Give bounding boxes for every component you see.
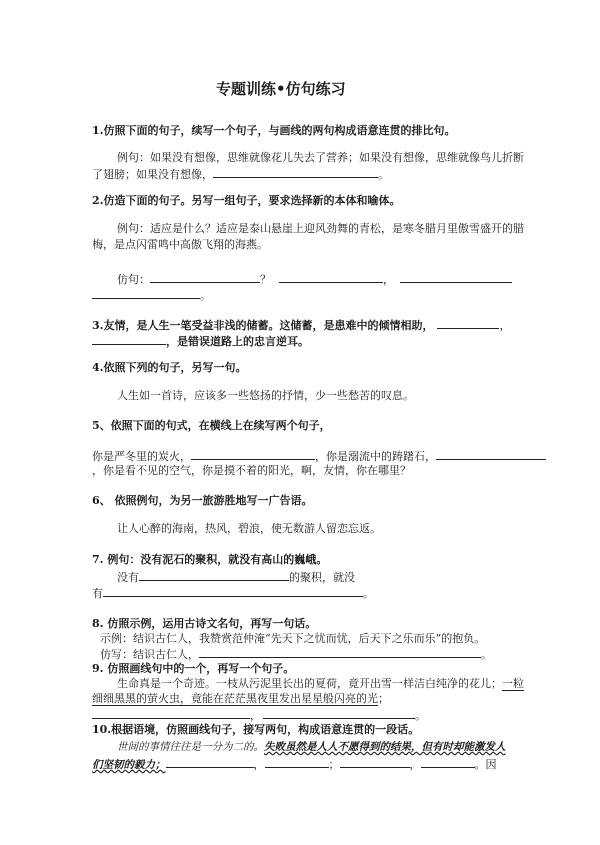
q2-answer-line1: 仿句： ？ ， (117, 272, 512, 287)
q10-blank-3[interactable] (340, 757, 410, 768)
q10-wavy-b: 们坚韧的毅力； (92, 759, 166, 771)
q7-line1: 没有 的聚积，就没 (117, 571, 355, 584)
q8-answer: 仿写：结识古仁人， 。 (100, 648, 492, 661)
q2-answer-line2: 。 (92, 288, 211, 303)
q8-blank[interactable] (199, 647, 481, 658)
q8-prompt: 8. 仿照示例，运用古诗文名句，再写一句话。 (92, 617, 317, 630)
q10-blank-2[interactable] (265, 757, 329, 768)
q4-prompt: 4.依照下列的句子，另写一句。 (92, 361, 247, 374)
q3-line1: 3.友情，是人生一笔受益非浅的储蓄。这储蓄，是患难中的倾情相助， ， (92, 319, 511, 332)
q5-blank-2[interactable] (436, 449, 546, 460)
q7-blank-1[interactable] (139, 570, 289, 581)
q2-example-a: 例句：适应是什么？适应是泰山悬崖上迎风劲舞的青松，是寒冬腊月里傲雪盛开的腊 (117, 222, 524, 235)
q5-blank-1[interactable] (191, 449, 315, 460)
q2-blank-2[interactable] (279, 272, 383, 283)
q1-example-a: 例句：如果没有想像，思维就像花儿失去了营养；如果没有想像，思维就像鸟儿折断 (117, 151, 524, 164)
q4-example: 人生如一首诗，应该多一些悠扬的抒情，少一些愁苦的叹息。 (117, 389, 414, 402)
q9-text-a: 生命真是一个奇迹。一枝从污泥里长出的夏荷，竟开出雪一样洁白纯净的花儿；一粒 (117, 677, 524, 690)
q7-prompt: 7. 例句：没有泥石的聚积，就没有高山的巍峨。 (92, 553, 328, 566)
q2-blank-3[interactable] (400, 272, 512, 283)
q10-text-b: 们坚韧的毅力； ， ； ， 。因 (92, 758, 497, 771)
q10-wavy-a: 失败虽然是人人不愿得到的结果，但有时却能激发人 (264, 741, 506, 753)
q5-prompt: 5、依照下面的句式，在横线上在续写两个句子， (92, 419, 331, 432)
q9-blank-2[interactable] (263, 708, 415, 719)
q10-prompt: 10.根据语境，仿照画线句子，接写两句，构成语意连贯的一段话。 (92, 723, 420, 736)
q10-text-a: 世间的事情往往是一分为二的。失败虽然是人人不愿得到的结果，但有时却能激发人 (117, 741, 506, 753)
q5-line2: ，你是看不见的空气，你是摸不着的阳光，啊，友情，你在哪里？ (92, 464, 411, 477)
q3-line2: ，是错误道路上的忠言逆耳。 (92, 334, 309, 349)
q9-underline-a: 一粒 (502, 677, 524, 690)
q7-blank-2[interactable] (103, 586, 363, 597)
q6-prompt: 6、 依照例句，为另一旅游胜地写一广告语。 (92, 494, 313, 507)
q7-line2: 有 。 (92, 587, 374, 600)
q6-example: 让人心醉的海南，热风，碧浪，使无数游人留恋忘返。 (117, 522, 381, 535)
page-title: 专题训练•仿句练习 (216, 80, 346, 98)
q9-blank-1[interactable] (92, 708, 250, 719)
q8-example: 示例：结识古仁人，我赞赏范仲淹“先天下之忧而忧，后天下之乐而乐”的抱负。 (100, 632, 486, 645)
q5-line1: 你是严冬里的炭火， ，你是溺流中的踌躇石， (92, 449, 546, 464)
q10-blank-4[interactable] (421, 757, 475, 768)
q2-example-b: 梅，是点闪雷鸣中高傲飞翔的海燕。 (92, 238, 268, 251)
q3-blank-1[interactable] (437, 318, 499, 329)
q2-prompt: 2.仿造下面的句子。另写一组句子，要求选择新的本体和喻体。 (92, 194, 401, 207)
q1-prompt: 1.仿照下面的句子，续写一个句子，与画线的两句构成语意连贯的排比句。 (92, 124, 456, 137)
q10-blank-1[interactable] (166, 757, 254, 768)
q1-example-b: 了翅膀；如果没有想像， 。 (92, 168, 389, 181)
q3-blank-2[interactable] (92, 334, 166, 345)
q2-blank-4[interactable] (92, 288, 200, 299)
q9-prompt: 9. 仿照画线句中的一个，再写一个句子。 (92, 662, 295, 675)
q9-text-b: 细细黑黑的萤火虫，竟能在茫茫黑夜里发出星星般闪亮的光； (92, 692, 389, 705)
q9-underline-b: 细细黑黑的萤火虫，竟能在茫茫黑夜里发出星星般闪亮的光 (92, 692, 378, 705)
q2-blank-1[interactable] (150, 272, 260, 283)
q1-answer-blank[interactable] (213, 167, 378, 178)
q9-answer: ， 。 (92, 708, 426, 723)
